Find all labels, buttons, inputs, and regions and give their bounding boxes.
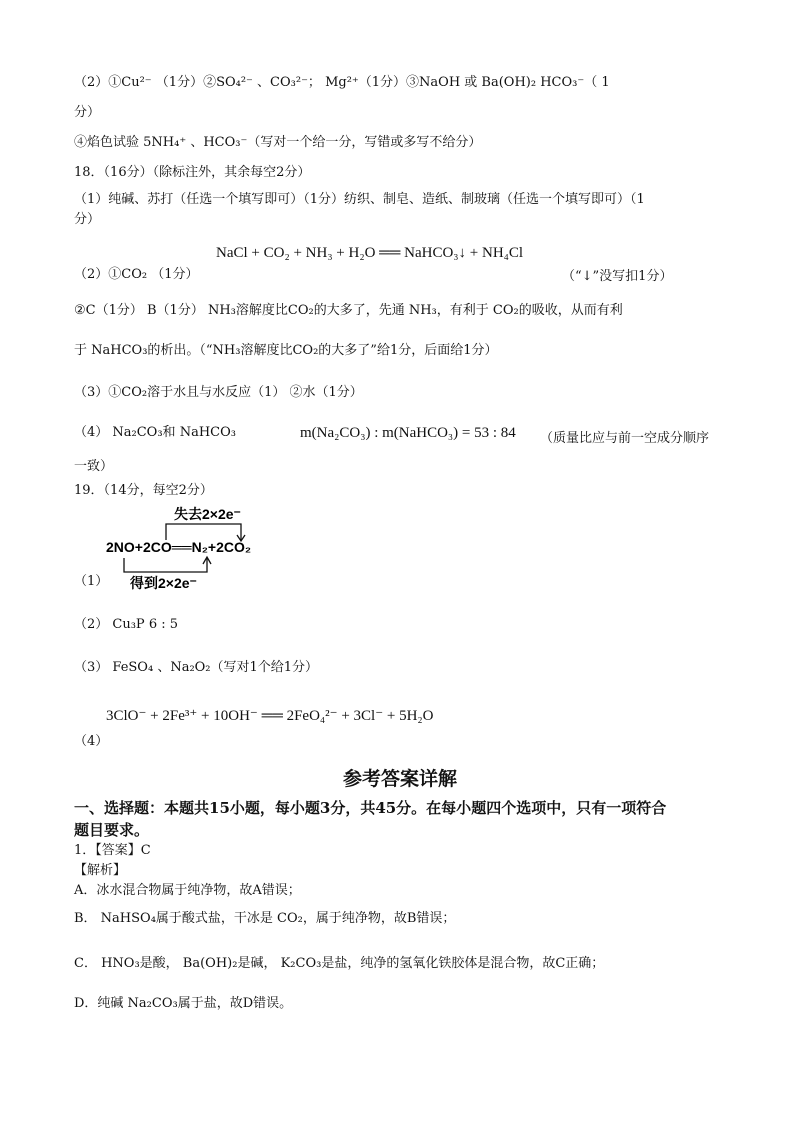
electron-transfer-diagram [104, 498, 284, 594]
option-d: D．纯碱 Na₂CO₃属于盐，故D错误。 [74, 996, 293, 1011]
q19-header: 19．（14分，每空2分） [74, 483, 213, 498]
q19-p2: （2） Cu₃P 6 : 5 [74, 617, 179, 632]
lose-label: 失去2×2e⁻ [174, 506, 241, 522]
q19-p4-equation: 3ClO⁻ + 2Fe³⁺ + 10OH⁻ ══ 2FeO₄²⁻ + 3Cl⁻ + 5H₂O [106, 708, 434, 724]
section-heading-line1: 一、选择题：本题共15小题，每小题3分，共45分。在每小题四个选项中，只有一项符合 [74, 799, 667, 817]
q18-p2-line3: 于 NaHCO₃的析出。（“NH₃溶解度比CO₂的大多了”给1分，后面给1分） [74, 343, 498, 358]
answers-title: 参考答案详解 [342, 768, 457, 790]
q18-p1-line2: 分） [74, 212, 101, 227]
q17-part2-line2: 分） [74, 105, 101, 120]
q19-p1: （1） [74, 574, 109, 589]
option-b: B． NaHSO₄属于酸式盐，干冰是 CO₂，属于纯净物，故B错误； [74, 911, 456, 926]
section-heading-line2: 题目要求。 [74, 821, 150, 839]
electron-transfer-svg [104, 498, 284, 590]
q18-p3: （3）①CO₂溶于水且与水反应（1） ②水（1分） [74, 385, 363, 400]
q1-analysis-label: 【解析】 [74, 863, 127, 878]
gain-label: 得到2×2e⁻ [130, 575, 197, 590]
q18-p4-note: （质量比应与前一空成分顺序 [540, 431, 710, 446]
lose-bracket [166, 524, 241, 540]
q18-p2-note: （“↓”没写扣1分） [562, 269, 673, 284]
q17-part2-line1: （2）①Cu²⁻ （1分）②SO₄²⁻ 、CO₃²⁻； Mg²⁺（1分）③NaOH 或 Ba(OH)₂ HCO₃⁻（ 1 [74, 75, 610, 90]
q19-p3: （3） FeSO₄ 、Na₂O₂（写对1个给1分） [74, 660, 319, 675]
q18-p4-ratio: m(Na₂CO₃) : m(NaHCO₃) = 53 : 84 [300, 425, 516, 441]
gain-bracket [124, 558, 207, 572]
q18-p2-line2: ②C（1分） B（1分） NH₃溶解度比CO₂的大多了，先通 NH₃，有利于 CO₂的吸收，从而有利 [74, 303, 623, 318]
q17-part2-line3: ④焰色试验 5NH₄⁺ 、HCO₃⁻（写对一个给一分，写错或多写不给分） [74, 135, 482, 150]
option-c: C． HNO₃是酸， Ba(OH)₂是碱， K₂CO₃是盐，纯净的氢氧化铁胶体是混合物，故C正确； [74, 956, 605, 971]
q19-p4: （4） [74, 734, 109, 749]
q18-p1-line1: （1）纯碱、苏打（任选一个填写即可）（1分）纺织、制皂、造纸、制玻璃（任选一个填写即可）（1 [74, 192, 645, 207]
option-a: A．冰水混合物属于纯净物，故A错误； [74, 883, 301, 898]
q18-p2-line1: （2）①CO₂ （1分） [74, 267, 199, 282]
q18-equation: NaCl + CO₂ + NH₃ + H₂O ══ NaHCO₃↓ + NH₄Cl [216, 245, 524, 261]
q18-header: 18．（16分）（除标注外，其余每空2分） [74, 165, 311, 180]
q18-p4-line2: 一致） [74, 459, 114, 474]
reaction-text: 2NO+2CO══N₂+2CO₂ [106, 539, 252, 555]
q1-answer: 1．【答案】C [74, 843, 151, 858]
q18-p4-a: （4） Na₂CO₃和 NaHCO₃ [74, 425, 236, 440]
